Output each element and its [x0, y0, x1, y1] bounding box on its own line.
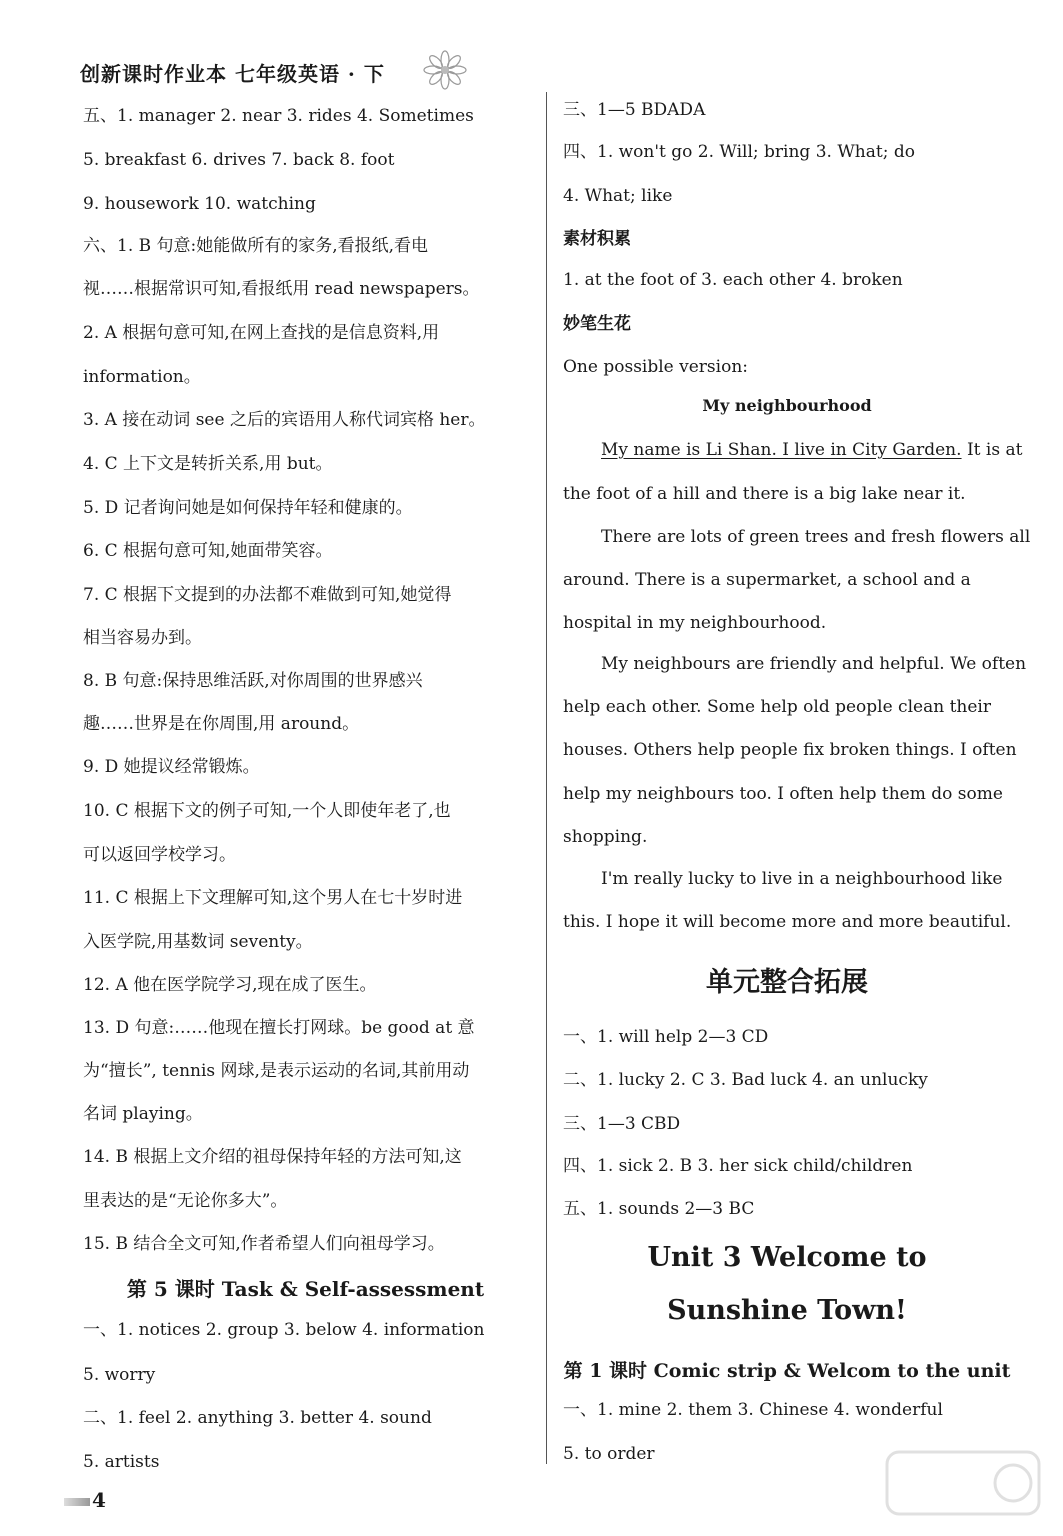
- answer-line: 9. housework 10. watching: [83, 194, 316, 214]
- answer-line: 14. B 根据上文介绍的祖母保持年轻的方法可知,这: [83, 1147, 462, 1167]
- answer-line: 入医学院,用基数词 seventy。: [83, 932, 313, 952]
- answer-line: 六、1. B 句意:她能做所有的家务,看报纸,看电: [83, 236, 429, 256]
- page-header: 创新课时作业本 七年级英语 · 下: [80, 62, 385, 86]
- answer-line: 10. C 根据下文的例子可知,一个人即使年老了,也: [83, 801, 451, 821]
- answer-line: 二、1. lucky 2. C 3. Bad luck 4. an unlucky: [563, 1070, 928, 1090]
- flower-icon: [420, 50, 470, 90]
- column-divider: [546, 92, 547, 1464]
- essay-title: My neighbourhood: [702, 396, 872, 415]
- page-number: [64, 1488, 106, 1512]
- essay-line: My neighbours are friendly and helpful. We often: [601, 654, 1027, 674]
- answer-line: 可以返回学校学习。: [83, 845, 236, 865]
- answer-line: 为“擅长”, tennis 网球,是表示运动的名词,其前用动: [83, 1061, 470, 1081]
- essay-line: There are lots of green trees and fresh flowers all: [601, 527, 1031, 547]
- essay-line: this. I hope it will become more and more beautiful.: [563, 912, 1012, 932]
- essay-underlined: My name is Li Shan. I live in City Garden.: [601, 440, 962, 460]
- answer-line: 一、1. notices 2. group 3. below 4. information: [83, 1320, 485, 1340]
- unit-title-line2: Sunshine Town!: [667, 1295, 907, 1326]
- miaobi-heading: 妙笔生花: [563, 314, 631, 334]
- answer-line: 里表达的是“无论你多大”。: [83, 1191, 288, 1211]
- answer-line: 5. worry: [83, 1365, 156, 1385]
- answer-line: 7. C 根据下文提到的办法都不难做到可知,她觉得: [83, 585, 452, 605]
- essay-line: [601, 438, 1022, 462]
- essay-line: shopping.: [563, 827, 648, 847]
- answer-line: 5. to order: [563, 1444, 655, 1464]
- answer-line: 11. C 根据上下文理解可知,这个男人在七十岁时进: [83, 888, 463, 908]
- answer-line: 3. A 接在动词 see 之后的宾语用人称代词宾格 her。: [83, 410, 486, 430]
- answer-line: 5. breakfast 6. drives 7. back 8. foot: [83, 150, 395, 170]
- answer-line: 四、1. sick 2. B 3. her sick child/children: [563, 1156, 913, 1176]
- answer-line: 4. C 上下文是转折关系,用 but。: [83, 454, 333, 474]
- essay-line: hospital in my neighbourhood.: [563, 613, 827, 633]
- essay-line: the foot of a hill and there is a big lake near it.: [563, 484, 966, 504]
- answer-line: 相当容易办到。: [83, 628, 202, 648]
- watermark-icon: [883, 1448, 1043, 1518]
- page-number-text: 4: [92, 1488, 106, 1512]
- answer-line: 15. B 结合全文可知,作者希望人们向祖母学习。: [83, 1234, 445, 1254]
- essay-line: houses. Others help people fix broken things. I often: [563, 740, 1017, 760]
- answer-line: 5. artists: [83, 1452, 160, 1472]
- answer-line: 三、1—3 CBD: [563, 1114, 681, 1134]
- essay-line: help my neighbours too. I often help them do some: [563, 784, 1003, 804]
- version-note: One possible version:: [563, 357, 748, 377]
- lesson-heading: 第 5 课时 Task & Self-assessment: [126, 1277, 485, 1301]
- essay-line: I'm really lucky to live in a neighbourhood like: [601, 869, 1003, 889]
- answer-line: 1. at the foot of 3. each other 4. broken: [563, 270, 903, 290]
- answer-line: 13. D 句意:……他现在擅长打网球。be good at 意: [83, 1018, 475, 1038]
- answer-line: 四、1. won't go 2. Will; bring 3. What; do: [563, 142, 915, 162]
- answer-line: 视……根据常识可知,看报纸用 read newspapers。: [83, 279, 480, 299]
- essay-line: around. There is a supermarket, a school and a: [563, 570, 971, 590]
- essay-text: It is at: [961, 440, 1023, 460]
- answer-line: 一、1. mine 2. them 3. Chinese 4. wonderful: [563, 1400, 943, 1420]
- answer-line: 一、1. will help 2—3 CD: [563, 1027, 769, 1047]
- answer-line: 6. C 根据句意可知,她面带笑容。: [83, 541, 333, 561]
- answer-line: 4. What; like: [563, 186, 673, 206]
- unit-review-title: 单元整合拓展: [706, 967, 868, 998]
- answer-line: 12. A 他在医学院学习,现在成了医生。: [83, 975, 377, 995]
- page-marker-icon: [64, 1498, 90, 1506]
- answer-line: information。: [83, 367, 201, 387]
- lesson-heading: 第 1 课时 Comic strip & Welcom to the unit: [563, 1360, 1011, 1382]
- answer-line: 五、1. sounds 2—3 BC: [563, 1199, 755, 1219]
- essay-line: help each other. Some help old people clean their: [563, 697, 991, 717]
- answer-line: 5. D 记者询问她是如何保持年轻和健康的。: [83, 498, 413, 518]
- answer-line: 五、1. manager 2. near 3. rides 4. Sometimes: [83, 106, 474, 126]
- answer-line: 9. D 她提议经常锻炼。: [83, 757, 260, 777]
- answer-line: 三、1—5 BDADA: [563, 100, 706, 120]
- answer-line: 趣……世界是在你周围,用 around。: [83, 714, 360, 734]
- sucai-heading: 素材积累: [563, 229, 631, 249]
- answer-line: 二、1. feel 2. anything 3. better 4. sound: [83, 1408, 432, 1428]
- unit-title-line1: Unit 3 Welcome to: [647, 1242, 927, 1273]
- answer-line: 名词 playing。: [83, 1104, 203, 1124]
- answer-line: 2. A 根据句意可知,在网上查找的是信息资料,用: [83, 323, 440, 343]
- answer-line: 8. B 句意:保持思维活跃,对你周围的世界感兴: [83, 671, 423, 691]
